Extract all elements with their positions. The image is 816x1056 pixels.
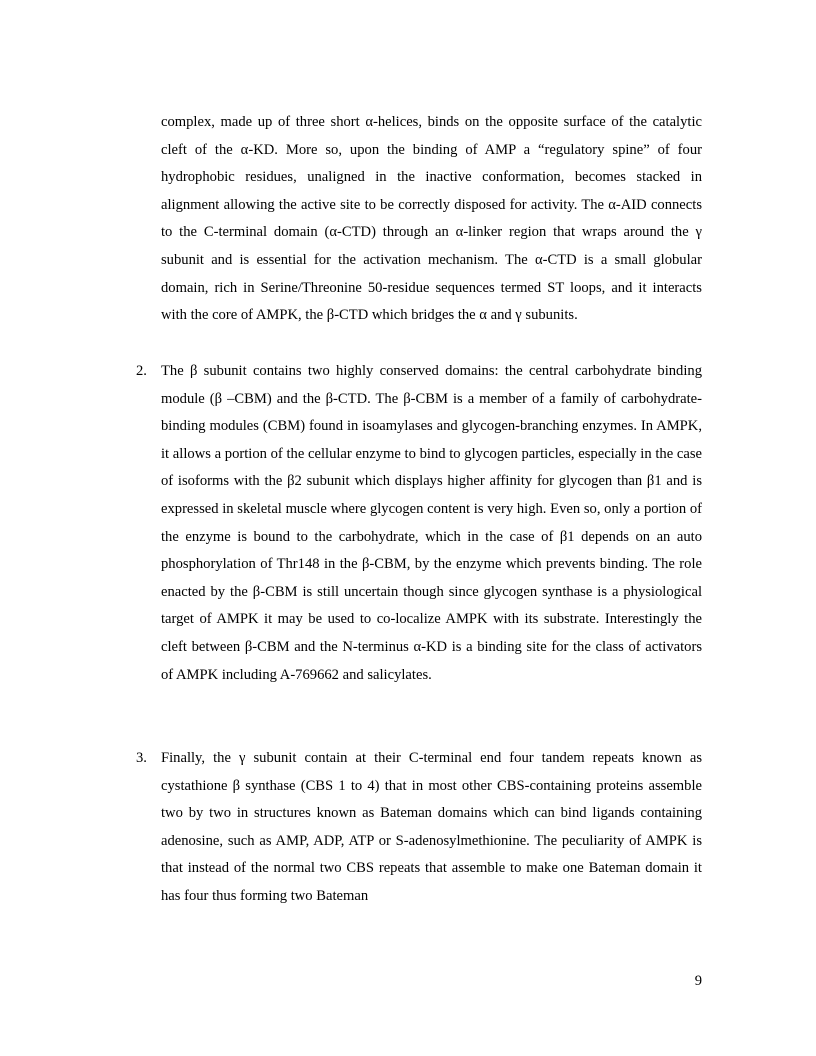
list-item-text: The β subunit contains two highly conserved domains: the central carbohydrate binding module (β –CBM) and the β-CTD. The β-CBM is a member of a family of carbohydrate-binding modules (CBM) found in isoamylases and glycogen-branching enzymes. In AMPK, it allows a portion of the cellular enzyme to bind to glycogen particles, especially in the case of isoforms with the β2 subunit which displays higher affinity for glycogen than β1 and is expressed in skeletal muscle where glycogen content is very high. Even so, only a portion of the enzyme is bound to the carbohydrate, which in the case of β1 depends on an auto phosphorylation of Thr148 in the β-CBM, by the enzyme which prevents binding. The role enacted by the β-CBM is still uncertain though since glycogen synthase is a physiological target of AMPK it may be used to co-localize AMPK with its substrate. Interestingly the cleft between β-CBM and the N-terminus α-KD is a binding site for the class of activators of AMPK including A-769662 and salicylates.	[161, 363, 702, 683]
page-number: 9	[694, 973, 702, 989]
continuation-paragraph: complex, made up of three short α-helices, binds on the opposite surface of the catalytic cleft of the α-KD. More so, upon the binding of AMP a “regulatory spine” of four hydrophobic residues, unaligned in the inactive conformation, becomes stacked in alignment allowing the active site to be correctly disposed for activity. The α-AID connects to the C-terminal domain (α-CTD) through an α-linker region that wraps around the γ subunit and is essential for the activation mechanism. The α-CTD is a small globular domain, rich in Serine/Threonine 50-residue sequences termed ST loops, and it interacts with the core of AMPK, the β-CTD which bridges the α and γ subunits.	[161, 114, 702, 324]
list-item-number: 3.	[136, 750, 147, 766]
list-item-number: 2.	[136, 363, 147, 379]
list-item-text: Finally, the γ subunit contain at their C-terminal end four tandem repeats known as cystathione β synthase (CBS 1 to 4) that in most other CBS-containing proteins assemble two by two in structures known as Bateman domains which can bind ligands containing adenosine, such as AMP, ADP, ATP or S-adenosylmethionine. The peculiarity of AMPK is that instead of the normal two CBS repeats that assemble to make one Bateman domain it has four thus forming two Bateman	[161, 750, 702, 904]
